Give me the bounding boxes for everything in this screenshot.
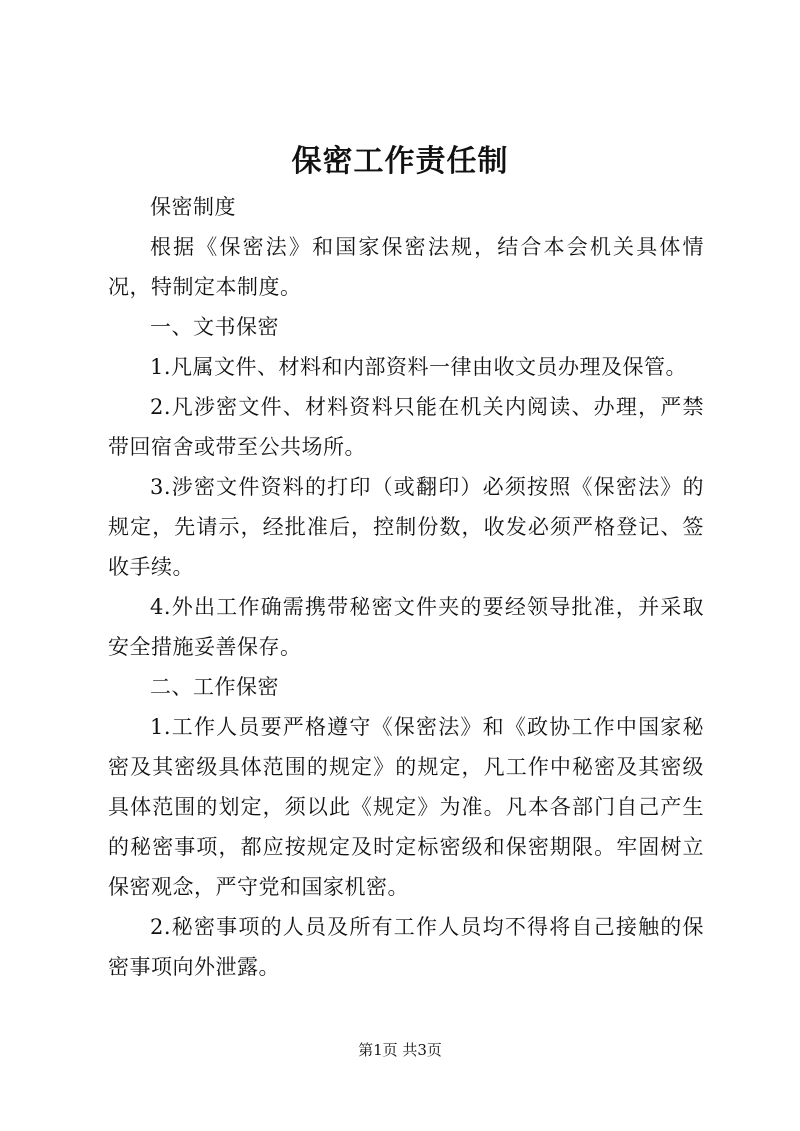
- page-footer: 第1页 共3页: [358, 1041, 442, 1059]
- paragraph-item: 1.工作人员要严格遵守《保密法》和《政协工作中国家秘密及其密级具体范围的规定》的规定，凡工作中秘密及其密级具体范围的划定，须以此《规定》为准。凡本各部门自己产生的秘密事项，都应按规定及时定标密级和保密期限。牢固树立保密观念，严守党和国家机密。: [108, 715, 704, 899]
- paragraph-item: 2.秘密事项的人员及所有工作人员均不得将自己接触的保密事项向外泄露。: [108, 915, 704, 979]
- document-title: 保密工作责任制: [291, 144, 509, 179]
- paragraph-item: 2.凡涉密文件、材料资料只能在机关内阅读、办理，严禁带回宿舍或带至公共场所。: [108, 395, 704, 459]
- paragraph-item: 1.凡属文件、材料和内部资料一律由收文员办理及保管。: [150, 355, 688, 379]
- document-body: [108, 187, 704, 987]
- section-heading-document-secrecy: 一、文书保密: [150, 315, 279, 339]
- section-heading-work-secrecy: 二、工作保密: [150, 675, 279, 699]
- paragraph-intro: 根据《保密法》和国家保密法规，结合本会机关具体情况，特制定本制度。: [108, 235, 704, 299]
- paragraph-item: 3.涉密文件资料的打印（或翻印）必须按照《保密法》的规定，先请示，经批准后，控制份数，收发必须严格登记、签收手续。: [108, 475, 704, 579]
- paragraph-item: 4.外出工作确需携带秘密文件夹的要经领导批准，并采取安全措施妥善保存。: [108, 595, 704, 659]
- paragraph-heading: 保密制度: [150, 195, 236, 219]
